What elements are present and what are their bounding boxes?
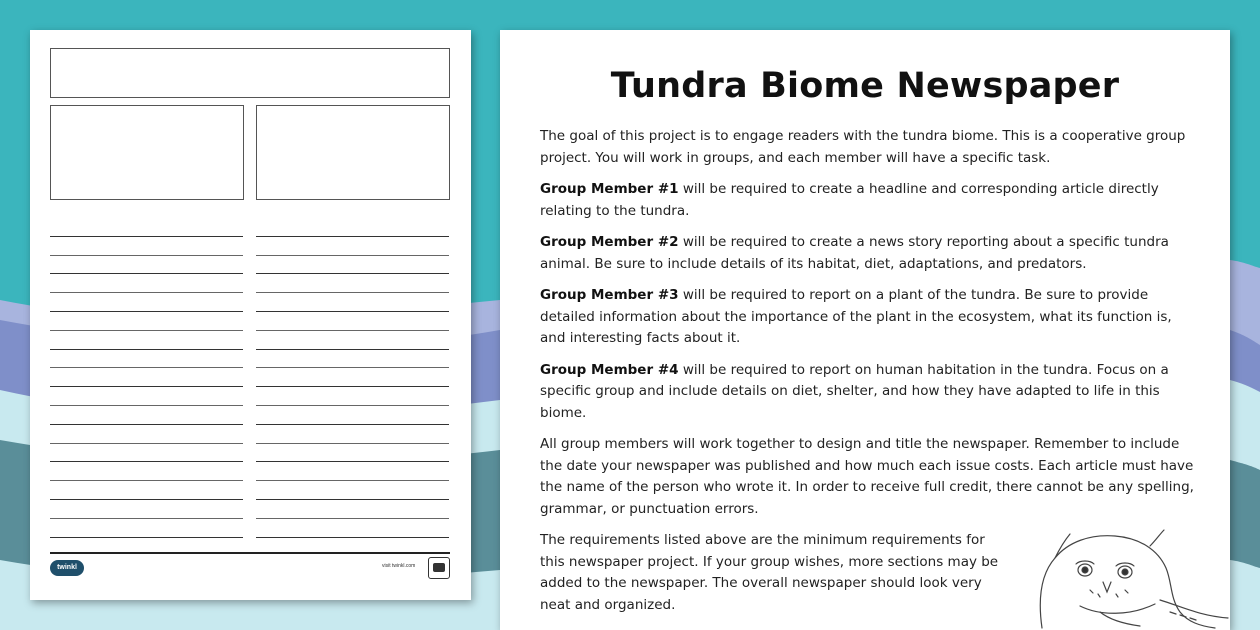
quality-badge-icon (428, 557, 450, 579)
writing-line (50, 293, 243, 312)
writing-line (50, 331, 243, 350)
page-title: Tundra Biome Newspaper (610, 66, 1120, 106)
member-2-text: will be required to create a news story reporting about a specific tundra animal. Be sure to include details of its habitat, diet, adaptations, and predators. (540, 234, 1169, 272)
all-members-paragraph: All group members will work together to design and title the newspaper. Remember to include the date your newspaper was published and how much each issue costs. Each article must have the name of the person who wrote it. In order to receive full credit, there cannot be any spelling, grammar, or punctuation errors. (540, 436, 1194, 517)
writing-line (256, 256, 449, 275)
writing-line (256, 350, 449, 369)
intro-paragraph: The goal of this project is to engage readers with the tundra biome. This is a cooperative group project. You will work in groups, and each member will have a specific task. (540, 128, 1186, 166)
member-3-label: Group Member #3 (540, 287, 679, 303)
requirements-paragraph: The requirements listed above are the minimum requirements for this newspaper project. If your group wishes, more sections may be added to the newspaper. The overall newspaper should look very neat and organized. (540, 532, 999, 613)
writing-line (50, 387, 243, 406)
instructions-page (500, 30, 1230, 630)
writing-line (50, 350, 243, 369)
member-4-label: Group Member #4 (540, 361, 679, 378)
writing-line (50, 519, 243, 538)
writing-line (256, 312, 449, 331)
member-1-paragraph (540, 179, 1195, 222)
writing-line (256, 462, 449, 481)
member-4-paragraph (540, 360, 1195, 425)
writing-lines-right (256, 218, 449, 538)
writing-line (50, 237, 243, 256)
picture-box-right (256, 105, 450, 200)
headline-box (50, 48, 450, 98)
writing-line (50, 425, 243, 444)
writing-line (50, 406, 243, 425)
writing-line (50, 444, 243, 463)
writing-line (256, 237, 449, 256)
writing-line (256, 331, 449, 350)
member-1-text: will be required to create a headline and corresponding article directly relating to the tundra. (540, 181, 1159, 219)
picture-box-left (50, 105, 244, 200)
footer-divider (50, 552, 450, 554)
writing-lines-left (50, 218, 243, 538)
member-3-paragraph (540, 285, 1195, 350)
snowy-owl-icon (1030, 520, 1230, 630)
writing-line (50, 368, 243, 387)
writing-line (256, 387, 449, 406)
writing-line (256, 293, 449, 312)
writing-line (256, 425, 449, 444)
visit-website-text: visit twinkl.com (382, 563, 416, 569)
writing-line (256, 406, 449, 425)
member-1-label: Group Member #1 (540, 181, 679, 197)
writing-line (50, 462, 243, 481)
writing-line (256, 444, 449, 463)
writing-line (256, 519, 449, 538)
writing-line (50, 500, 243, 519)
writing-line (50, 218, 243, 237)
writing-line (256, 500, 449, 519)
writing-line (256, 368, 449, 387)
writing-line (256, 218, 449, 237)
member-2-label: Group Member #2 (540, 234, 679, 250)
member-3-text: will be required to report on a plant of the tundra. Be sure to provide detailed information about the importance of the plant in the ecosystem, what its function is, and interesting facts about it. (540, 287, 1172, 346)
writing-line (50, 256, 243, 275)
twinkl-logo: twinkl (50, 560, 84, 576)
writing-line (50, 481, 243, 500)
member-4-text: will be required to report on human habitation in the tundra. Focus on a specific group and include details on diet, shelter, and how they have adapted to life in this biome. (540, 361, 1169, 421)
wave-right-light-bottom (1230, 560, 1260, 630)
writing-line (50, 274, 243, 293)
writing-line (50, 312, 243, 331)
writing-line (256, 481, 449, 500)
writing-line (256, 274, 449, 293)
member-2-paragraph (540, 232, 1195, 275)
newspaper-template-page (30, 30, 471, 600)
